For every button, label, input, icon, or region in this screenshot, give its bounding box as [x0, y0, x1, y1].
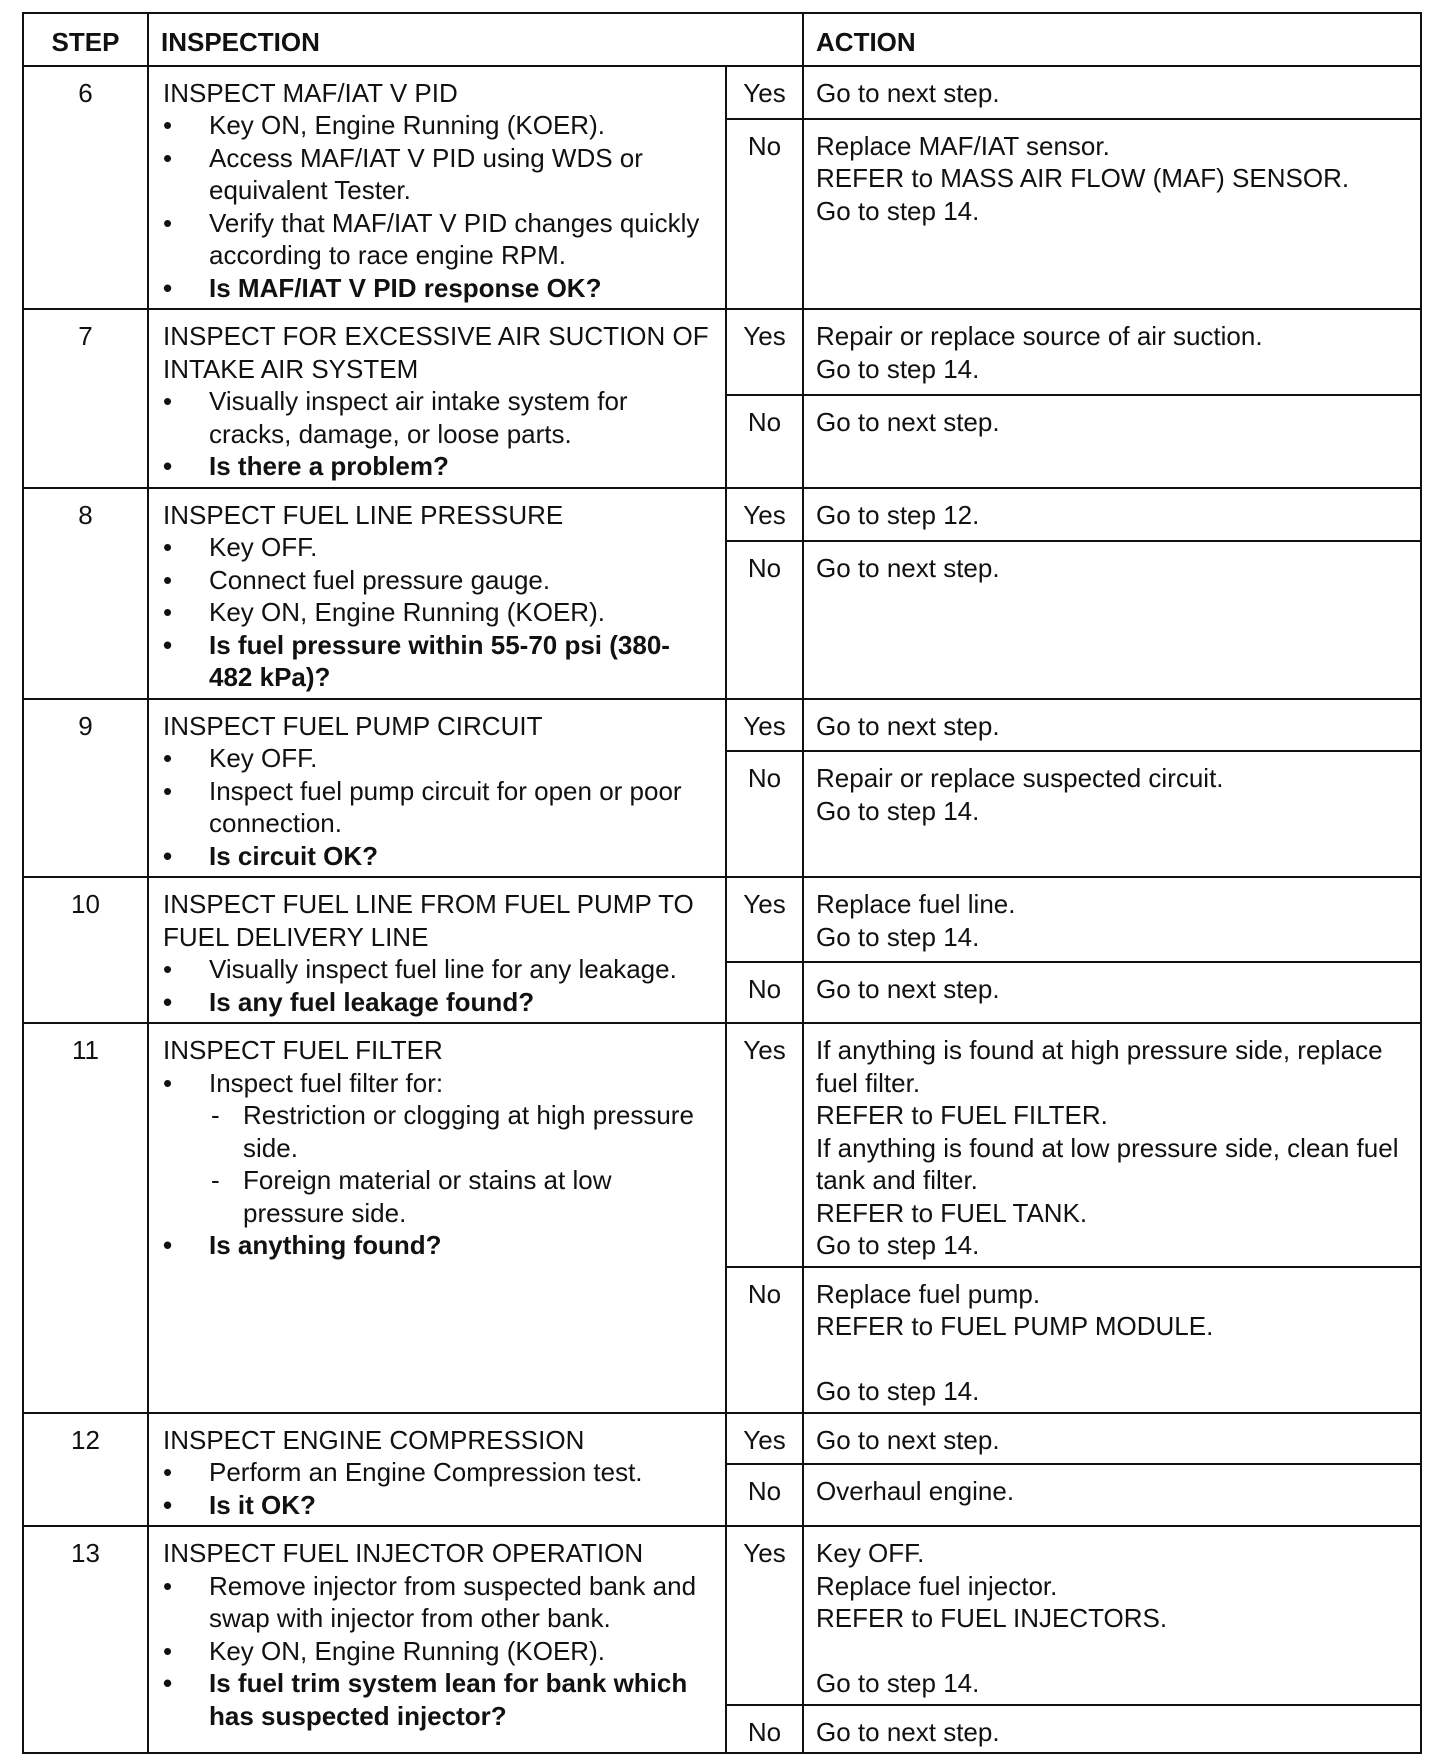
- no-label: No: [726, 119, 803, 309]
- yes-action: Go to next step.: [803, 699, 1421, 752]
- no-action: Replace fuel pump. REFER to FUEL PUMP MODULE. Go to step 14.: [803, 1267, 1421, 1413]
- inspection-cell: [148, 877, 726, 1023]
- no-label: No: [726, 1267, 803, 1413]
- no-action: Replace MAF/IAT sensor. REFER to MASS AIR FLOW (MAF) SENSOR. Go to step 14.: [803, 119, 1421, 309]
- inspection-bullet: • Visually inspect fuel line for any leakage.: [163, 953, 713, 986]
- table-row: [23, 699, 1421, 752]
- inspection-bullet: • Key ON, Engine Running (KOER).: [163, 109, 713, 142]
- diagnostic-table: [22, 12, 1422, 1754]
- inspection-bullet: • Key ON, Engine Running (KOER).: [163, 1635, 713, 1668]
- inspection-subitem: - Foreign material or stains at low pressure side.: [163, 1164, 713, 1229]
- inspection-title: INSPECT ENGINE COMPRESSION: [163, 1424, 585, 1455]
- inspection-question: • Is any fuel leakage found?: [163, 986, 713, 1019]
- header-row: [23, 13, 1421, 66]
- inspection-cell: [148, 309, 726, 488]
- no-action: Repair or replace suspected circuit. Go to step 14.: [803, 751, 1421, 877]
- inspection-bullet: • Inspect fuel filter for:: [163, 1067, 713, 1100]
- inspection-bullet: • Verify that MAF/IAT V PID changes quickly according to race engine RPM.: [163, 207, 713, 272]
- inspection-bullet: • Key OFF.: [163, 742, 713, 775]
- no-label: No: [726, 751, 803, 877]
- inspection-title: INSPECT MAF/IAT V PID: [163, 77, 458, 108]
- step-number: 12: [23, 1413, 148, 1527]
- action-header: ACTION: [803, 13, 1421, 66]
- no-action: Go to next step.: [803, 395, 1421, 487]
- inspection-question: • Is circuit OK?: [163, 840, 713, 873]
- inspection-question: • Is there a problem?: [163, 450, 713, 483]
- yes-action: Repair or replace source of air suction. Go to step 14.: [803, 309, 1421, 395]
- inspection-cell: [148, 1413, 726, 1527]
- inspection-question: • Is it OK?: [163, 1489, 713, 1522]
- inspection-cell: [148, 488, 726, 699]
- yes-action: Go to step 12.: [803, 488, 1421, 541]
- inspection-title: INSPECT FUEL PUMP CIRCUIT: [163, 710, 543, 741]
- inspection-cell: [148, 1526, 726, 1753]
- no-action: Go to next step.: [803, 541, 1421, 699]
- inspection-title: INSPECT FOR EXCESSIVE AIR SUCTION OF INTAKE AIR SYSTEM: [163, 321, 709, 384]
- yes-label: Yes: [726, 309, 803, 395]
- table-body: [23, 66, 1421, 1754]
- table-row: [23, 1413, 1421, 1465]
- inspection-header: INSPECTION: [148, 13, 803, 66]
- table-row: [23, 488, 1421, 541]
- inspection-bullet: • Key OFF.: [163, 531, 713, 564]
- step-number: 11: [23, 1023, 148, 1413]
- yes-label: Yes: [726, 66, 803, 119]
- inspection-question: • Is anything found?: [163, 1229, 713, 1262]
- inspection-cell: [148, 66, 726, 310]
- inspection-question: • Is MAF/IAT V PID response OK?: [163, 272, 713, 305]
- yes-action: If anything is found at high pressure side, replace fuel filter. REFER to FUEL FILTER. If anything is found at low pressure side, clean fuel tank and filter. REFER to FUEL TANK. Go to step 14.: [803, 1023, 1421, 1267]
- inspection-question: • Is fuel pressure within 55-70 psi (380-482 kPa)?: [163, 629, 713, 694]
- yes-action: Key OFF. Replace fuel injector. REFER to FUEL INJECTORS. Go to step 14.: [803, 1526, 1421, 1705]
- step-number: 8: [23, 488, 148, 699]
- inspection-bullet: • Inspect fuel pump circuit for open or poor connection.: [163, 775, 713, 840]
- inspection-bullet: • Perform an Engine Compression test.: [163, 1456, 713, 1489]
- inspection-subitem: - Restriction or clogging at high pressure side.: [163, 1099, 713, 1164]
- yes-action: Replace fuel line. Go to step 14.: [803, 877, 1421, 962]
- inspection-bullet: • Connect fuel pressure gauge.: [163, 564, 713, 597]
- inspection-cell: [148, 699, 726, 878]
- table-row: [23, 1023, 1421, 1267]
- inspection-bullet: • Access MAF/IAT V PID using WDS or equivalent Tester.: [163, 142, 713, 207]
- yes-label: Yes: [726, 1526, 803, 1705]
- table-row: [23, 1526, 1421, 1705]
- table-row: [23, 877, 1421, 962]
- no-label: No: [726, 1705, 803, 1754]
- yes-action: Go to next step.: [803, 66, 1421, 119]
- no-label: No: [726, 962, 803, 1023]
- inspection-question: • Is fuel trim system lean for bank which has suspected injector?: [163, 1667, 713, 1732]
- step-header: STEP: [23, 13, 148, 66]
- inspection-title: INSPECT FUEL INJECTOR OPERATION: [163, 1538, 644, 1568]
- table-row: [23, 66, 1421, 119]
- yes-label: Yes: [726, 488, 803, 541]
- yes-action: Go to next step.: [803, 1413, 1421, 1465]
- step-number: 13: [23, 1526, 148, 1753]
- inspection-bullet: • Key ON, Engine Running (KOER).: [163, 596, 713, 629]
- step-number: 10: [23, 877, 148, 1023]
- inspection-bullet: • Remove injector from suspected bank and swap with injector from other bank.: [163, 1570, 713, 1635]
- inspection-title: INSPECT FUEL FILTER: [163, 1035, 443, 1065]
- inspection-cell: [148, 1023, 726, 1413]
- step-number: 6: [23, 66, 148, 310]
- yes-label: Yes: [726, 877, 803, 962]
- yes-label: Yes: [726, 699, 803, 752]
- inspection-title: INSPECT FUEL LINE PRESSURE: [163, 499, 564, 530]
- yes-label: Yes: [726, 1413, 803, 1465]
- step-number: 7: [23, 309, 148, 488]
- inspection-bullet: • Visually inspect air intake system for cracks, damage, or loose parts.: [163, 385, 713, 450]
- yes-label: Yes: [726, 1023, 803, 1267]
- inspection-title: INSPECT FUEL LINE FROM FUEL PUMP TO FUEL DELIVERY LINE: [163, 889, 694, 952]
- step-number: 9: [23, 699, 148, 878]
- no-label: No: [726, 395, 803, 487]
- table-row: [23, 309, 1421, 395]
- no-label: No: [726, 541, 803, 699]
- no-action: Overhaul engine.: [803, 1464, 1421, 1526]
- no-label: No: [726, 1464, 803, 1526]
- no-action: Go to next step.: [803, 962, 1421, 1023]
- no-action: Go to next step.: [803, 1705, 1421, 1754]
